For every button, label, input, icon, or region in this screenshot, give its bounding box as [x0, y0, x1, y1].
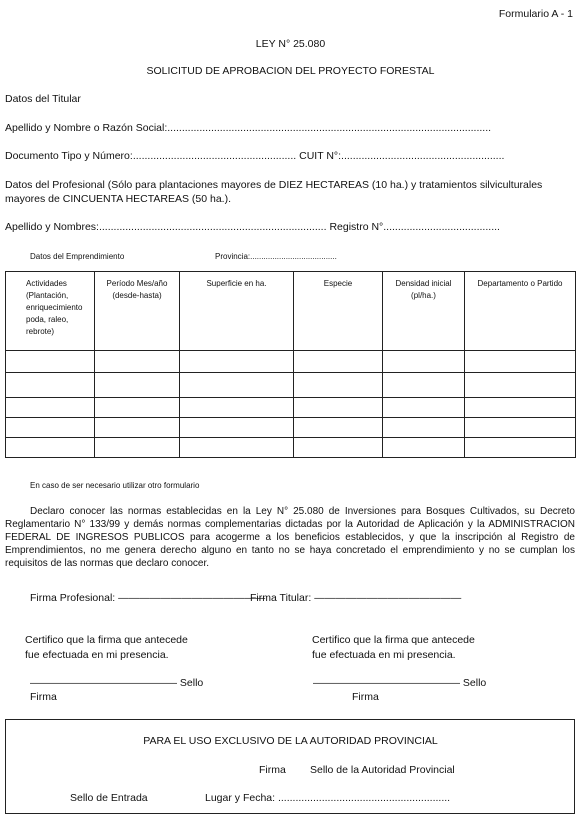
sello-left-line[interactable]: ——————————————	[30, 677, 177, 689]
col-header-densidad: Densidad inicial (pl/ha.)	[383, 272, 465, 351]
certifico-right-line1: Certifico que la firma que antecede	[312, 634, 475, 646]
col-header-departamento: Departamento o Partido	[465, 272, 576, 351]
certifico-left-line1: Certifico que la firma que antecede	[25, 634, 188, 646]
table-cell[interactable]	[465, 438, 576, 458]
table-cell[interactable]	[294, 398, 383, 418]
autoridad-firma-label: Firma	[259, 764, 286, 776]
firma-left-label: Firma	[30, 691, 57, 703]
page-title: SOLICITUD DE APROBACION DEL PROYECTO FORESTAL	[146, 65, 435, 77]
registro-label: Registro N°	[329, 221, 384, 233]
documento-label: Documento Tipo y Número:	[5, 150, 133, 162]
lugar-fecha-label: Lugar y Fecha:	[205, 792, 276, 804]
table-cell[interactable]	[180, 398, 294, 418]
titular-name-row	[5, 122, 491, 134]
firma-titular-label: Firma Titular:	[250, 592, 312, 604]
autoridad-sello-label: Sello de la Autoridad Provincial	[310, 764, 455, 776]
form-note: En caso de ser necesario utilizar otro formulario	[30, 481, 200, 490]
declaration-text: Declaro conocer las normas establecidas en la Ley N° 25.080 de Inversiones para Bosques Cultivados, su Decreto Reglamentario N° 133/99 y demás normas complementarias dictadas por la Autoridad de Aplicación y la ADMINISTRACION FEDERAL DE INGRESOS PUBLICOS para acogerme a los beneficios establecidos, y que la inscripción al Registro de Emprendimientos, no me genera derecho alguno en tanto no se haya concretado el emprendimiento y no se cumplan los requisitos de las normas que declaro conocer.	[5, 506, 575, 569]
table-cell[interactable]	[95, 351, 180, 373]
table-cell[interactable]	[465, 418, 576, 438]
table-cell[interactable]	[6, 438, 95, 458]
firma-profesional-label: Firma Profesional:	[30, 592, 116, 604]
cuit-field[interactable]: ........................................................	[341, 150, 505, 162]
firma-right-label: Firma	[352, 691, 379, 703]
table-cell[interactable]	[465, 373, 576, 398]
table-cell[interactable]	[180, 351, 294, 373]
table-cell[interactable]	[95, 418, 180, 438]
documento-row	[5, 150, 504, 162]
certifico-right-line2: fue efectuada en mi presencia.	[312, 649, 456, 661]
autoridad-title: PARA EL USO EXCLUSIVO DE LA AUTORIDAD PROVINCIAL	[143, 735, 438, 747]
table-cell[interactable]	[465, 351, 576, 373]
table-cell[interactable]	[294, 373, 383, 398]
table-cell[interactable]	[294, 418, 383, 438]
certifico-right	[312, 633, 475, 663]
table-cell[interactable]	[383, 373, 465, 398]
emprendimiento-label: Datos del Emprendimiento	[30, 252, 125, 261]
table-row	[6, 418, 576, 438]
table-row	[6, 373, 576, 398]
firma-profesional-line[interactable]: ——————————————	[118, 592, 266, 604]
table-cell[interactable]	[180, 438, 294, 458]
firma-titular-row	[250, 592, 461, 604]
firma-titular-line[interactable]: ——————————————	[314, 592, 462, 604]
sello-right-line[interactable]: ——————————————	[313, 677, 460, 689]
table-cell[interactable]	[383, 351, 465, 373]
certifico-left	[25, 633, 188, 663]
col-header-superficie: Superficie en ha.	[180, 272, 294, 351]
table-cell[interactable]	[6, 418, 95, 438]
table-cell[interactable]	[180, 418, 294, 438]
sello-entrada-label: Sello de Entrada	[70, 792, 148, 804]
table-cell[interactable]	[180, 373, 294, 398]
provincia-label: Provincia:	[215, 252, 251, 261]
table-cell[interactable]	[294, 438, 383, 458]
table-cell[interactable]	[95, 398, 180, 418]
titular-name-field[interactable]: ...............................................................................................................	[167, 122, 492, 134]
table-row	[6, 398, 576, 418]
table-cell[interactable]	[6, 398, 95, 418]
sello-left-label: Sello	[179, 677, 204, 689]
titular-name-label: Apellido y Nombre o Razón Social:	[5, 122, 168, 134]
sello-right-row	[313, 677, 486, 689]
table-cell[interactable]	[383, 398, 465, 418]
registro-field[interactable]: ........................................	[383, 221, 500, 233]
provincia-field[interactable]: .......................................	[250, 252, 337, 261]
emprendimiento-table	[5, 271, 576, 458]
law-title: LEY N° 25.080	[255, 38, 326, 50]
table-row	[6, 438, 576, 458]
profesional-name-row	[5, 221, 500, 233]
table-cell[interactable]	[95, 373, 180, 398]
profesional-name-field[interactable]: ..............................................................................	[98, 221, 327, 233]
col-header-actividades: Actividades (Plantación, enriquecimiento poda, raleo, rebrote)	[6, 272, 95, 351]
table-cell[interactable]	[465, 398, 576, 418]
table-cell[interactable]	[383, 438, 465, 458]
profesional-section-text: Datos del Profesional (Sólo para plantaciones mayores de DIEZ HECTAREAS (10 ha.) y tratamientos silviculturales mayores de CINCUENTA HECTAREAS (50 ha.).	[5, 179, 543, 205]
titular-section-label: Datos del Titular	[5, 93, 81, 105]
table-cell[interactable]	[6, 373, 95, 398]
documento-field[interactable]: ........................................................	[132, 150, 297, 162]
sello-left-row	[30, 677, 203, 689]
lugar-fecha-row	[205, 792, 450, 804]
lugar-fecha-field[interactable]: ...........................................................	[277, 792, 451, 804]
table-cell[interactable]	[6, 351, 95, 373]
form-code: Formulario A - 1	[498, 8, 573, 20]
table-cell[interactable]	[294, 351, 383, 373]
firma-profesional-row	[30, 592, 265, 604]
col-header-periodo: Período Mes/año (desde-hasta)	[95, 272, 180, 351]
col-header-especie: Especie	[294, 272, 383, 351]
table-cell[interactable]	[95, 438, 180, 458]
sello-right-label: Sello	[462, 677, 487, 689]
profesional-name-label: Apellido y Nombres:	[5, 221, 99, 233]
certifico-left-line2: fue efectuada en mi presencia.	[25, 649, 169, 661]
table-row	[6, 351, 576, 373]
table-cell[interactable]	[383, 418, 465, 438]
cuit-label: CUIT N°:	[299, 150, 342, 162]
provincia-row	[215, 252, 337, 261]
